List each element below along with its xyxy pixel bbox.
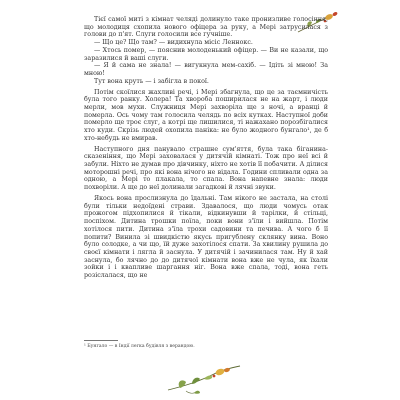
paragraph: — Я й сама не знала! — вигукнула мем-сахіб. — Ідіть зі мною! За мною! <box>84 62 328 77</box>
paragraph: Тут вона круть — і забігла в покої. <box>94 77 209 85</box>
paragraph: Тієї самої миті з кімнат челяді долинуло таке пронизливе голосіння, що молодиця схопила нового офіцера за руку, а Мері затрусилася з голови до п'ят. Слуги голосили все гучніше. <box>84 16 328 39</box>
body-text <box>84 16 328 280</box>
paragraph: Потім скоїлися жахливі речі, і Мері збагнула, що це за таємничість була того ранку. Холера! Та хвороба поширилася не на жарт, і люди мерли, мов мухи. Служниця Мері захворіла ще з ночі, а вранці й померла. Ось чому там голосила челядь по всіх кутках. Наступної доби померло ще троє слуг, а котрі ще лишилися, ті нажахано порозбігалися хто куди. Скрізь людей охопила паніка: не було жодного бунгало¹, де б хто-небудь не вмирав. <box>84 88 328 142</box>
footnote-divider <box>84 340 118 341</box>
footnote: ¹ Бунгало — в Індії легка будівля з верандою. <box>84 344 195 349</box>
paragraph: — Хтось помер, — пояснив молоденький офіцер. — Ви не казали, що заразилися й ваші слуги. <box>84 46 328 62</box>
floral-branch-icon <box>164 360 244 398</box>
paragraph: — Що це? Що там? — видихнула місіс Леннокс. <box>94 39 253 47</box>
paragraph: Наступного дня панувало страшне сум'яття, була така біганина-сказеніння, що Мері заховалася у дитячій кімнаті. Тож про неї всі й забули. Ніхто не думав про дівчинку, ніхто не хотів її побачити. А ділися моторошні речі, про які вона нічого не відала. Години спливали одна за одною, а Мері то плакала, то спала. Вона напевне знала: люди похворіли. А ще до неї долинали загадкові й лячні звуки. <box>84 145 328 192</box>
paragraph: Якось вона прослизнула до їдальні. Там нікого не застала, на столі були тільки недоїдені страви. Здавалося, що люди чомусь отак прожогом підхопилися й тікали, відкинувши й тарілки, й стільці, поспіхом. Дитина трошки поїла, поки вони з'їли і вийшла. Потім хотілося пити. Дитина з'їла трохи садовини та печива. А чого б її попити? Винила зі швидкістю якусь пригублену склянку вина. Воно було солодке, а чи що, їй дуже захотілося спати. За хвилину рушила до своєї кімнати і лягла й заснула. У дитячій і зачинилася там. Ну й хай заснула, бо лячно до до дитячої кімнати вона вже не чула, як їхали зойки і і квапливе шаргання ніг. Вона вже спала, тоді, вона геть розіслалася, що не <box>84 195 328 280</box>
